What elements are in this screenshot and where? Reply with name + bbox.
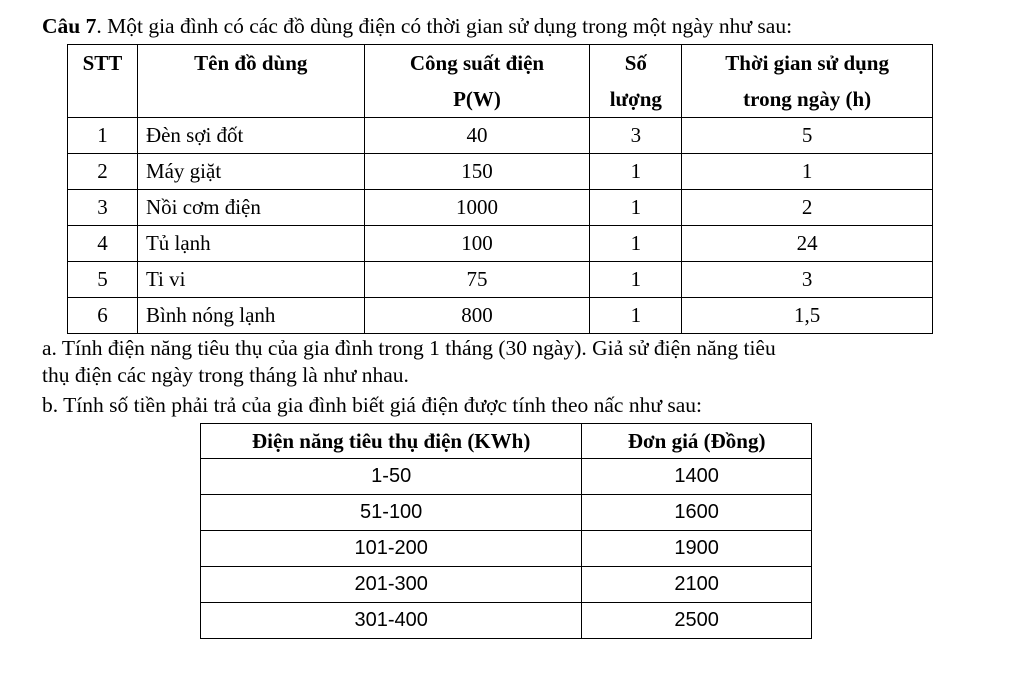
cell-quantity: 3 <box>590 118 682 154</box>
table-row <box>68 262 933 298</box>
price-table-header-row <box>201 424 812 459</box>
cell-stt: 6 <box>68 298 138 334</box>
cell-usage-time: 1,5 <box>682 298 933 334</box>
table-row <box>68 154 933 190</box>
appliance-table <box>67 44 933 334</box>
cell-quantity: 1 <box>590 190 682 226</box>
cell-energy-range: 301-400 <box>201 603 582 639</box>
table-row <box>201 567 812 603</box>
appliance-table-header-row <box>68 45 933 118</box>
question-text: . Một gia đình có các đồ dùng điện có thời gian sử dụng trong một ngày như sau: <box>96 14 793 38</box>
cell-usage-time: 5 <box>682 118 933 154</box>
cell-stt: 2 <box>68 154 138 190</box>
cell-power: 1000 <box>364 190 590 226</box>
header-quantity-label-1: Số <box>624 51 647 75</box>
part-b-line-1: b. Tính số tiền phải trả của gia đình biết giá điện được tính theo nấc như sau: <box>42 393 703 417</box>
cell-usage-time: 2 <box>682 190 933 226</box>
header-quantity-label-2: lượng <box>609 87 662 111</box>
cell-usage-time: 24 <box>682 226 933 262</box>
cell-power: 40 <box>364 118 590 154</box>
cell-name: Đèn sợi đốt <box>137 118 364 154</box>
header-energy-range: Điện năng tiêu thụ điện (KWh) <box>201 424 582 459</box>
cell-energy-range: 51-100 <box>201 495 582 531</box>
cell-name: Bình nóng lạnh <box>137 298 364 334</box>
header-power-label-2: P(W) <box>453 87 501 111</box>
header-usage-label-1: Thời gian sử dụng <box>725 51 889 75</box>
cell-quantity: 1 <box>590 262 682 298</box>
cell-power: 75 <box>364 262 590 298</box>
table-row <box>201 459 812 495</box>
table-row <box>68 118 933 154</box>
header-name <box>137 45 364 118</box>
cell-energy-range: 201-300 <box>201 567 582 603</box>
header-power-label-1: Công suất điện <box>409 51 545 75</box>
cell-unit-price: 2500 <box>582 603 812 639</box>
table-row <box>201 603 812 639</box>
cell-unit-price: 2100 <box>582 567 812 603</box>
header-power <box>364 45 590 118</box>
question-title <box>42 13 792 39</box>
header-stt-label: STT <box>82 51 123 75</box>
cell-stt: 1 <box>68 118 138 154</box>
header-usage-time <box>682 45 933 118</box>
cell-energy-range: 1-50 <box>201 459 582 495</box>
cell-quantity: 1 <box>590 226 682 262</box>
cell-usage-time: 1 <box>682 154 933 190</box>
header-stt <box>68 45 138 118</box>
cell-stt: 4 <box>68 226 138 262</box>
price-table <box>200 423 812 639</box>
cell-unit-price: 1600 <box>582 495 812 531</box>
cell-stt: 5 <box>68 262 138 298</box>
table-row <box>201 531 812 567</box>
table-row <box>68 190 933 226</box>
cell-stt: 3 <box>68 190 138 226</box>
cell-quantity: 1 <box>590 154 682 190</box>
cell-usage-time: 3 <box>682 262 933 298</box>
header-name-label: Tên đồ dùng <box>194 51 308 75</box>
cell-name: Ti vi <box>137 262 364 298</box>
cell-power: 800 <box>364 298 590 334</box>
part-a-line-1: a. Tính điện năng tiêu thụ của gia đình trong 1 tháng (30 ngày). Giả sử điện năng tiêu <box>42 336 776 360</box>
cell-quantity: 1 <box>590 298 682 334</box>
cell-power: 100 <box>364 226 590 262</box>
cell-name: Máy giặt <box>137 154 364 190</box>
cell-unit-price: 1400 <box>582 459 812 495</box>
part-a-line-2: thụ điện các ngày trong tháng là như nhau. <box>42 363 409 387</box>
cell-name: Tủ lạnh <box>137 226 364 262</box>
header-quantity <box>590 45 682 118</box>
question-number: Câu 7 <box>42 14 97 38</box>
cell-power: 150 <box>364 154 590 190</box>
header-usage-label-2: trong ngày (h) <box>743 87 872 111</box>
header-unit-price: Đơn giá (Đồng) <box>582 424 812 459</box>
cell-name: Nồi cơm điện <box>137 190 364 226</box>
table-row <box>68 226 933 262</box>
table-row <box>201 495 812 531</box>
table-row <box>68 298 933 334</box>
cell-energy-range: 101-200 <box>201 531 582 567</box>
cell-unit-price: 1900 <box>582 531 812 567</box>
